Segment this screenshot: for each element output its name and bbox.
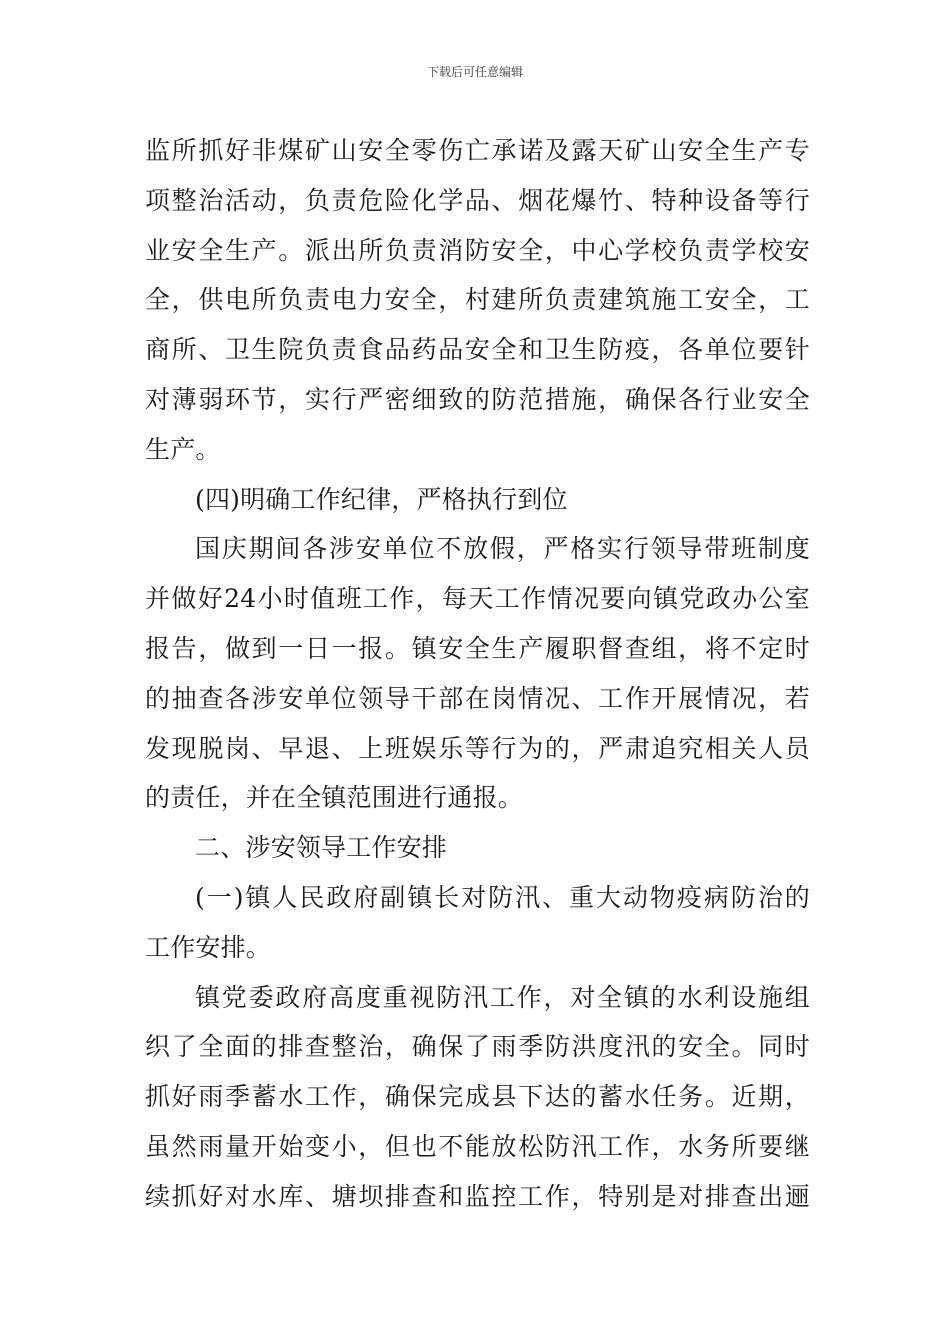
text-line: 并做好24小时值班工作，每天工作情况要向镇党政办公室 [145,584,810,614]
text-line: 的责任，并在全镇范围进行通报。 [145,783,524,813]
text-line: 商所、卫生院负责食品药品安全和卫生防疫，各单位要针 [145,335,810,365]
text-line: 的抽查各涉安单位领导干部在岗情况、工作开展情况，若 [145,683,810,713]
text-line: 全，供电所负责电力安全，村建所负责建筑施工安全，工 [145,285,810,315]
text-line: 监所抓好非煤矿山安全零伤亡承诺及露天矿山安全生产专 [145,136,810,165]
text-line: 业安全生产。派出所负责消防安全，中心学校负责学校安 [145,235,810,265]
page-header-note: 下载后可任意编辑 [426,65,523,79]
text-line: 镇党委政府高度重视防汛工作，对全镇的水利设施组 [195,982,810,1012]
text-line: 织了全面的排查整治，确保了雨季防洪度汛的安全。同时 [145,1032,810,1062]
text-line: 生产。 [145,434,221,464]
text-line: 项整治活动，负责危险化学品、烟花爆竹、特种设备等行 [145,185,810,215]
subsection-heading: (一)镇人民政府副镇长对防汛、重大动物疫病防治的 [195,882,810,912]
document-body [145,126,810,1222]
text-line: 虽然雨量开始变小，但也不能放松防汛工作，水务所要继 [145,1131,810,1161]
text-line: 国庆期间各涉安单位不放假，严格实行领导带班制度 [195,534,810,564]
text-line: 发现脱岗、早退、上班娱乐等行为的，严肃追究相关人员 [145,733,810,763]
text-line: 抓好雨季蓄水工作，确保完成县下达的蓄水任务。近期， [145,1082,810,1112]
text-line: 报告，做到一日一报。镇安全生产履职督查组，将不定时 [145,633,810,663]
section-heading: (四)明确工作纪律，严格执行到位 [195,484,568,514]
subsection-heading: 工作安排。 [145,932,272,962]
section-heading: 二、涉安领导工作安排 [195,833,448,863]
text-line: 续抓好对水库、塘坝排查和监控工作，特别是对排查出逦 [145,1181,810,1211]
text-line: 对薄弱环节，实行严密细致的防范措施，确保各行业安全 [145,384,810,414]
